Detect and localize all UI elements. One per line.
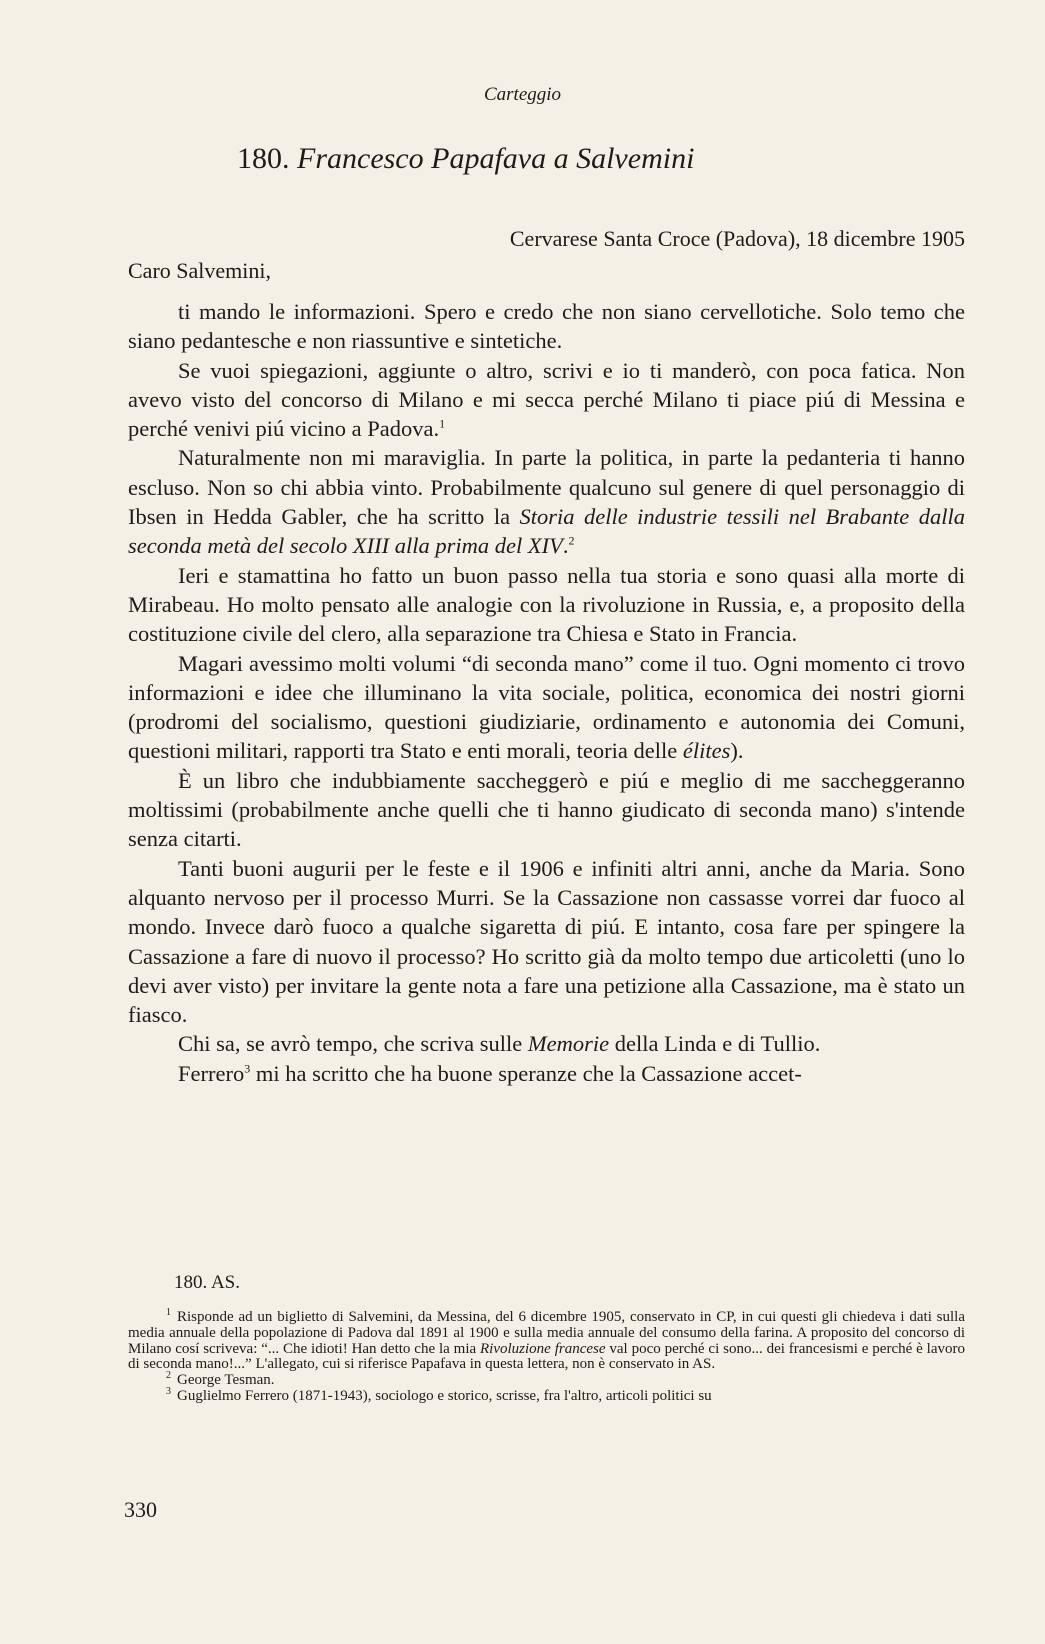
place-and-date: Cervarese Santa Croce (Padova), 18 dicembre 1905 [509,226,965,251]
footnote: $^2$ George Tesman. [166,1370,275,1389]
letter-body [128,297,965,1088]
footnote-number: 3 [166,1385,171,1397]
paragraph: Ferrero$^3$ mi ha scritto che ha buone speranze che la Cassazione accet- [178,1060,802,1086]
paragraph: ti mando le informazioni. Spero e credo che non siano cervellotiche. Solo temo che siano pedantesche e non riassuntive e sintetiche. [128,299,965,354]
footnote: $^3$ Guglielmo Ferrero (1871-1943), sociologo e storico, scrisse, fra l'altro, articoli politici su [166,1385,712,1404]
italic-title: Memorie [527,1031,610,1057]
running-head: Carteggio [483,84,562,105]
paragraph: Magari avessimo molti volumi “di seconda mano” come il tuo. Ogni momento ci trovo informazioni e idee che illuminano la vita sociale, politica, economica dei nostri giorni (prodromi del socialismo, questioni giudiziarie, ordinamento e autonomia dei Comuni, questioni militari, rapporti tra Stato e enti morali, teoria delle élites). [128,650,965,764]
footnote: $^1$ Risponde ad un biglietto di Salvemini, da Messina, del 6 dicembre 1905, conservato in CP, in cui questi gli chiedeva i dati sulla media annuale della popolazione di Padova dal 1891 al 1900 e sulla media annuale del consumo della farina. A proposito del concorso di Milano cosí scriveva: “... Che idioti! Han detto che la mia Rivoluzione francese val poco perché ci sono... dei francesismi e perché è lavoro di seconda mano!...” L'allegato, cui si riferisce Papafava in questa lettera, non è conservato in AS. [128,1307,965,1373]
letter-correspondents: Francesco Papafava a Salvemini [297,142,695,175]
letter-number: 180. [237,142,290,175]
footnote-number: 2 [166,1370,171,1382]
italic-term: élites [682,738,731,764]
paragraph: Tanti buoni augurii per le feste e il 1906 e infiniti altri anni, anche da Maria. Sono alquanto nervoso per il processo Murri. Se la Cassazione non cassasse vorrei dar fuoco al mondo. Invece darò fuoco a qualche sigaretta di piú. E intanto, cosa fare per spingere la Cassazione a fare di nuovo il processo? Ho scritto già da molto tempo due articoletti (uno lo devi aver visto) per invitare la gente nota a fare una petizione alla Cassazione, ma è stato un fiasco. [128,855,965,1028]
note-ref: 2 [568,533,575,548]
paragraph: Ieri e stamattina ho fatto un buon passo nella tua storia e sono quasi alla morte di Mirabeau. Ho molto pensato alle analogie con la rivoluzione in Russia, e, a proposito della costituzione civile del clero, alla separazione tra Chiesa e Stato in Francia. [128,562,965,647]
italic-title: Storia delle industrie tessili nel Brabante dalla seconda metà del secolo XIII alla prima del XIV [128,504,965,559]
page-number: 330 [124,1497,157,1522]
note-ref: 3 [244,1061,251,1076]
paragraph: Se vuoi spiegazioni, aggiunte o altro, scrivi e io ti manderò, con poca fatica. Non avevo visto del concorso di Milano e mi secca perché Milano ti piace piú di Messina e perché venivi piú vicino a Padova.$^1$ [128,357,965,442]
salutation: Caro Salvemini, [128,258,271,283]
source-note: 180. AS. [174,1272,240,1293]
paragraph: Chi sa, se avrò tempo, che scriva sulle Memorie della Linda e di Tullio. [178,1031,821,1057]
footnote-number: 1 [166,1307,171,1318]
letter-title [237,142,694,176]
paragraph: È un libro che indubbiamente saccheggerò e piú e meglio di me saccheggeranno moltissimi (probabilmente anche quelli che ti hanno giudicato di seconda mano) s'intende senza citarti. [128,767,965,852]
footnotes [128,1307,965,1405]
note-ref: 1 [439,416,446,431]
paragraph: Naturalmente non mi maraviglia. In parte la politica, in parte la pedanteria ti hanno escluso. Non so chi abbia vinto. Probabilmente qualcuno sul genere di quel personaggio di Ibsen in Hedda Gabler, che ha scritto la Storia delle industrie tessili nel Brabante dalla seconda metà del secolo XIII alla prima del XIV.$^2$ [128,445,965,559]
